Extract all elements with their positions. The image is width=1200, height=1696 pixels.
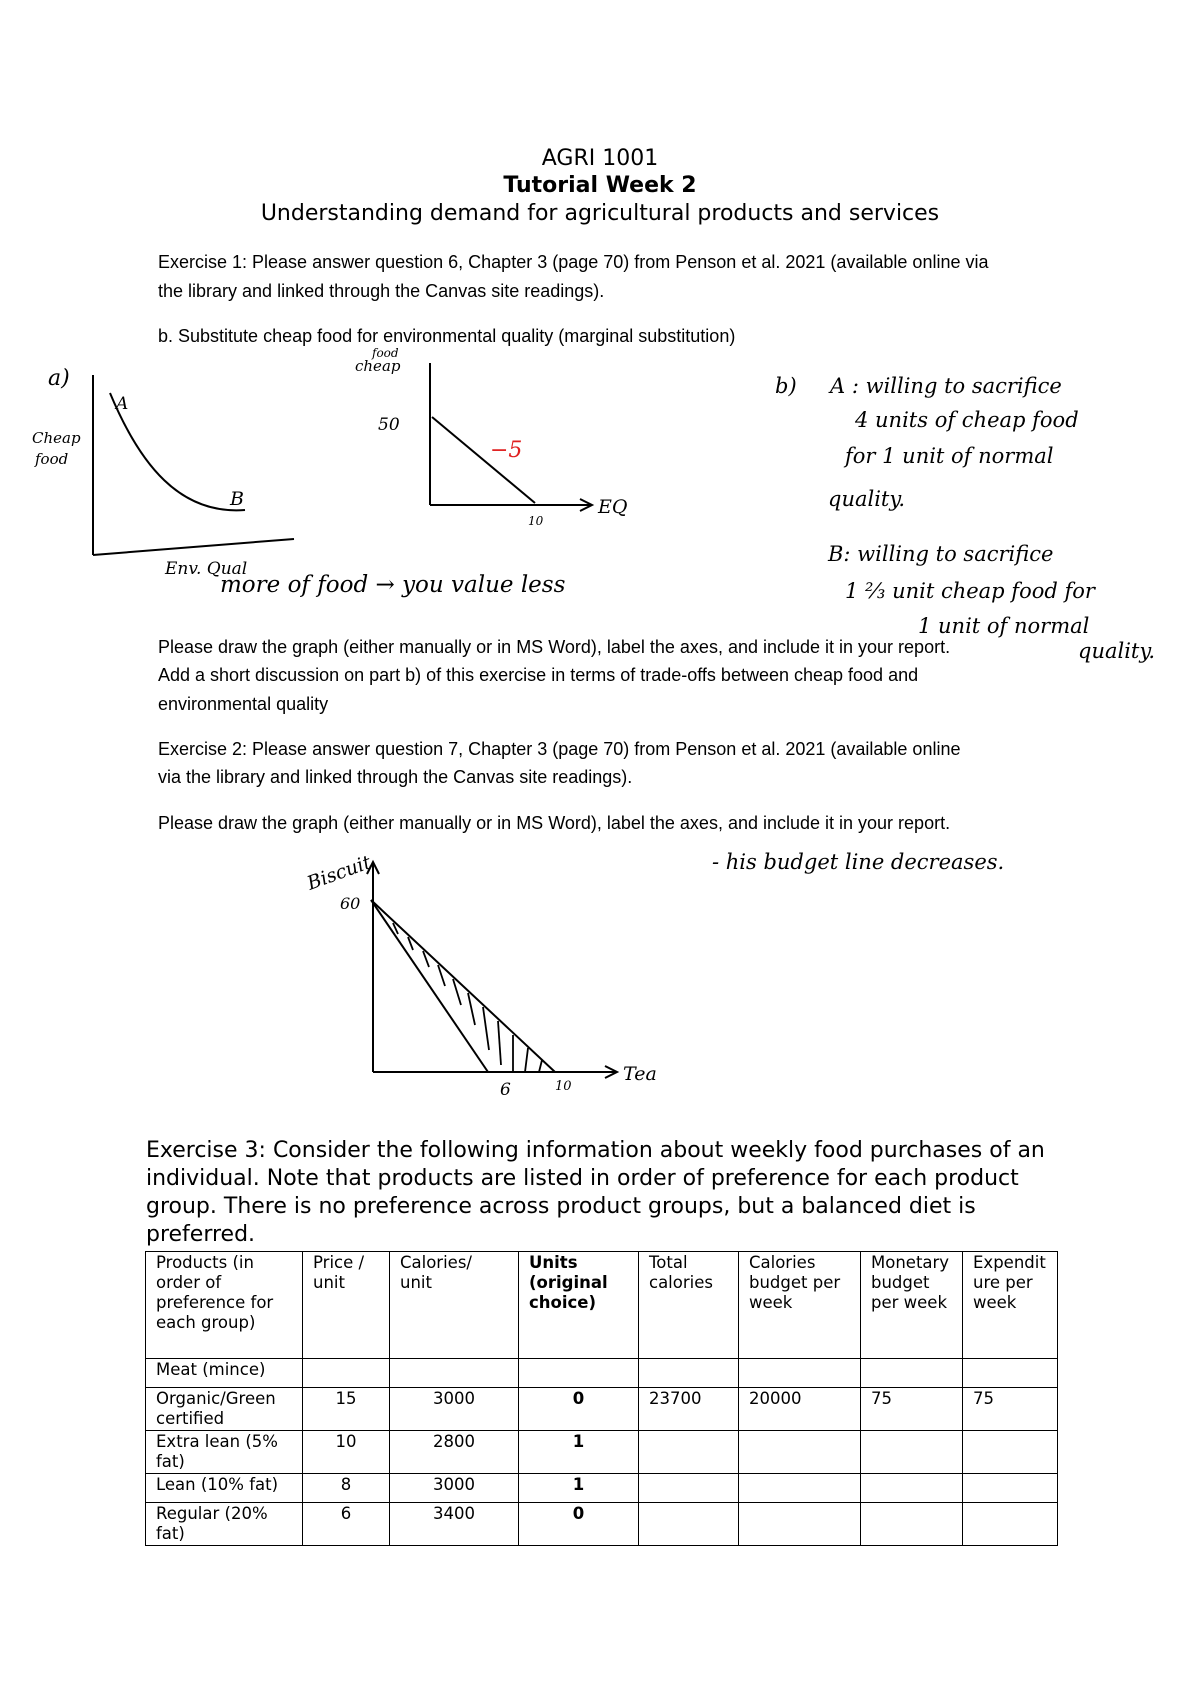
table-row: [146, 1474, 1058, 1503]
cell-price: 6: [303, 1503, 390, 1546]
exercise1-part-b: b. Substitute cheap food for environmental quality (marginal substitution): [158, 326, 736, 346]
header-monetary-budget: Monetary budget per week: [861, 1252, 963, 1359]
sketch-a-curve: [110, 393, 245, 510]
table-group-row: [146, 1359, 1058, 1388]
group-label: Meat (mince): [146, 1359, 303, 1388]
sketch-a-label: a): [48, 366, 70, 391]
cell-expenditure: 75: [963, 1388, 1058, 1431]
sketch-budget-x-value-1: 6: [500, 1080, 511, 1100]
cell-money-budget: 75: [861, 1388, 963, 1431]
cell-expenditure: [963, 1503, 1058, 1546]
answer-b-a-line3: for 1 unit of normal: [845, 444, 1054, 468]
cell-price: 10: [303, 1431, 390, 1474]
sketch-budget-x-value-2: 10: [555, 1079, 572, 1094]
header-calories-budget: Calories budget per week: [739, 1252, 861, 1359]
cell-calories: 3400: [390, 1503, 519, 1546]
sketch-budget-line-new: [371, 900, 488, 1072]
sketch-a-y-axis-2: food: [35, 450, 69, 468]
cell-calories: 2800: [390, 1431, 519, 1474]
sketch-eq-y-axis-1: cheap: [355, 357, 401, 375]
cell-cal-budget: 20000: [739, 1388, 861, 1431]
sketch-eq-x-value: 10: [528, 514, 544, 528]
sketch-budget-y-value: 60: [340, 894, 361, 913]
cell-product: Regular (20% fat): [146, 1503, 303, 1546]
cell-calories: 3000: [390, 1474, 519, 1503]
sketch-budget-x-axis: Tea: [623, 1063, 657, 1085]
cell-product: Lean (10% fat): [146, 1474, 303, 1503]
cell-money-budget: [861, 1431, 963, 1474]
header-total-calories: Total calories: [639, 1252, 739, 1359]
cell-product: Extra lean (5% fat): [146, 1431, 303, 1474]
sketch-eq-y-axis-2: food: [372, 346, 399, 360]
sketch-eq-slope: −5: [490, 438, 523, 463]
cell-cal-budget: [739, 1474, 861, 1503]
header-price: Price / unit: [303, 1252, 390, 1359]
food-purchases-table: [145, 1251, 1058, 1546]
answer-b-b-line4: quality.: [1078, 639, 1156, 663]
cell-expenditure: [963, 1474, 1058, 1503]
sketch-eq-graph: [350, 345, 660, 535]
cell-total: 23700: [639, 1388, 739, 1431]
cell-calories: 3000: [390, 1388, 519, 1431]
sketch-indifference-curve: [30, 355, 310, 590]
sketch-a-note: more of food → you value less: [220, 572, 566, 598]
cell-units: 1: [519, 1431, 639, 1474]
exercise1-instr3: environmental quality: [158, 694, 329, 714]
exercise1-line1: Exercise 1: Please answer question 6, Chapter 3 (page 70) from Penson et al. 2021 (available online via: [158, 252, 989, 272]
sketch-a-point-a: A: [116, 394, 129, 414]
cell-total: [639, 1431, 739, 1474]
sketch-budget-note: - his budget line decreases.: [712, 850, 1005, 874]
sketch-budget-hatching: [393, 923, 542, 1072]
sketch-eq-y-value: 50: [378, 415, 400, 435]
cell-money-budget: [861, 1474, 963, 1503]
answer-b-b-line1: B: willing to sacrifice: [828, 542, 1054, 566]
answer-b-a-line2: 4 units of cheap food: [855, 408, 1079, 432]
answer-b-label: b): [775, 374, 797, 398]
cell-price: 8: [303, 1474, 390, 1503]
table-row: [146, 1431, 1058, 1474]
answer-b-a-line4: quality.: [828, 487, 906, 511]
answer-b-a-line1: A : willing to sacrifice: [830, 374, 1062, 398]
cell-total: [639, 1474, 739, 1503]
tutorial-topic: Understanding demand for agricultural products and services: [260, 201, 940, 226]
cell-total: [639, 1503, 739, 1546]
answer-b-b-line2: 1 ⅔ unit cheap food for: [845, 579, 1095, 603]
exercise1-instr2: Add a short discussion on part b) of this exercise in terms of trade-offs between cheap food and: [158, 665, 919, 685]
cell-units: 0: [519, 1503, 639, 1546]
cell-units: 0: [519, 1388, 639, 1431]
header-products: Products (in order of preference for each group): [146, 1252, 303, 1359]
table-row: [146, 1388, 1058, 1431]
cell-cal-budget: [739, 1431, 861, 1474]
header-expenditure: Expenditure per week: [963, 1252, 1058, 1359]
exercise3-text: Exercise 3: Consider the following information about weekly food purchases of an individual. Note that products are listed in order of preference for each product group. There is no preference across product groups, but a balanced diet is preferred.: [146, 1138, 1045, 1247]
sketch-a-x-axis: Env. Qual: [165, 559, 248, 579]
cell-units: 1: [519, 1474, 639, 1503]
answer-b-b-line3: 1 unit of normal: [918, 614, 1090, 638]
cell-product: Organic/Green certified: [146, 1388, 303, 1431]
sketch-a-x-axis-line: [93, 539, 294, 555]
cell-money-budget: [861, 1503, 963, 1546]
sketch-budget-line-original: [371, 900, 555, 1072]
exercise1-line2: the library and linked through the Canvas site readings).: [158, 281, 605, 301]
tutorial-title: Tutorial Week 2: [503, 173, 697, 198]
table-header-row: [146, 1252, 1058, 1359]
exercise1-instr1: Please draw the graph (either manually or in MS Word), label the axes, and include it in your report.: [158, 637, 951, 657]
cell-expenditure: [963, 1431, 1058, 1474]
sketch-a-point-b: B: [230, 488, 244, 510]
sketch-a-y-axis-1: Cheap: [32, 429, 81, 447]
header-calories: Calories/ unit: [390, 1252, 519, 1359]
sketch-eq-x-axis: EQ: [598, 496, 628, 518]
exercise2-line2: via the library and linked through the Canvas site readings).: [158, 767, 633, 787]
exercise2-line1: Exercise 2: Please answer question 7, Chapter 3 (page 70) from Penson et al. 2021 (available online: [158, 739, 961, 759]
sketch-budget-y-axis: Biscuit: [304, 851, 375, 895]
header-units: Units (original choice): [519, 1252, 639, 1359]
sketch-budget-graph: [305, 850, 685, 1105]
course-code: AGRI 1001: [541, 146, 659, 171]
cell-cal-budget: [739, 1503, 861, 1546]
table-row: [146, 1503, 1058, 1546]
exercise2-instr: Please draw the graph (either manually or in MS Word), label the axes, and include it in your report.: [158, 813, 951, 833]
cell-price: 15: [303, 1388, 390, 1431]
